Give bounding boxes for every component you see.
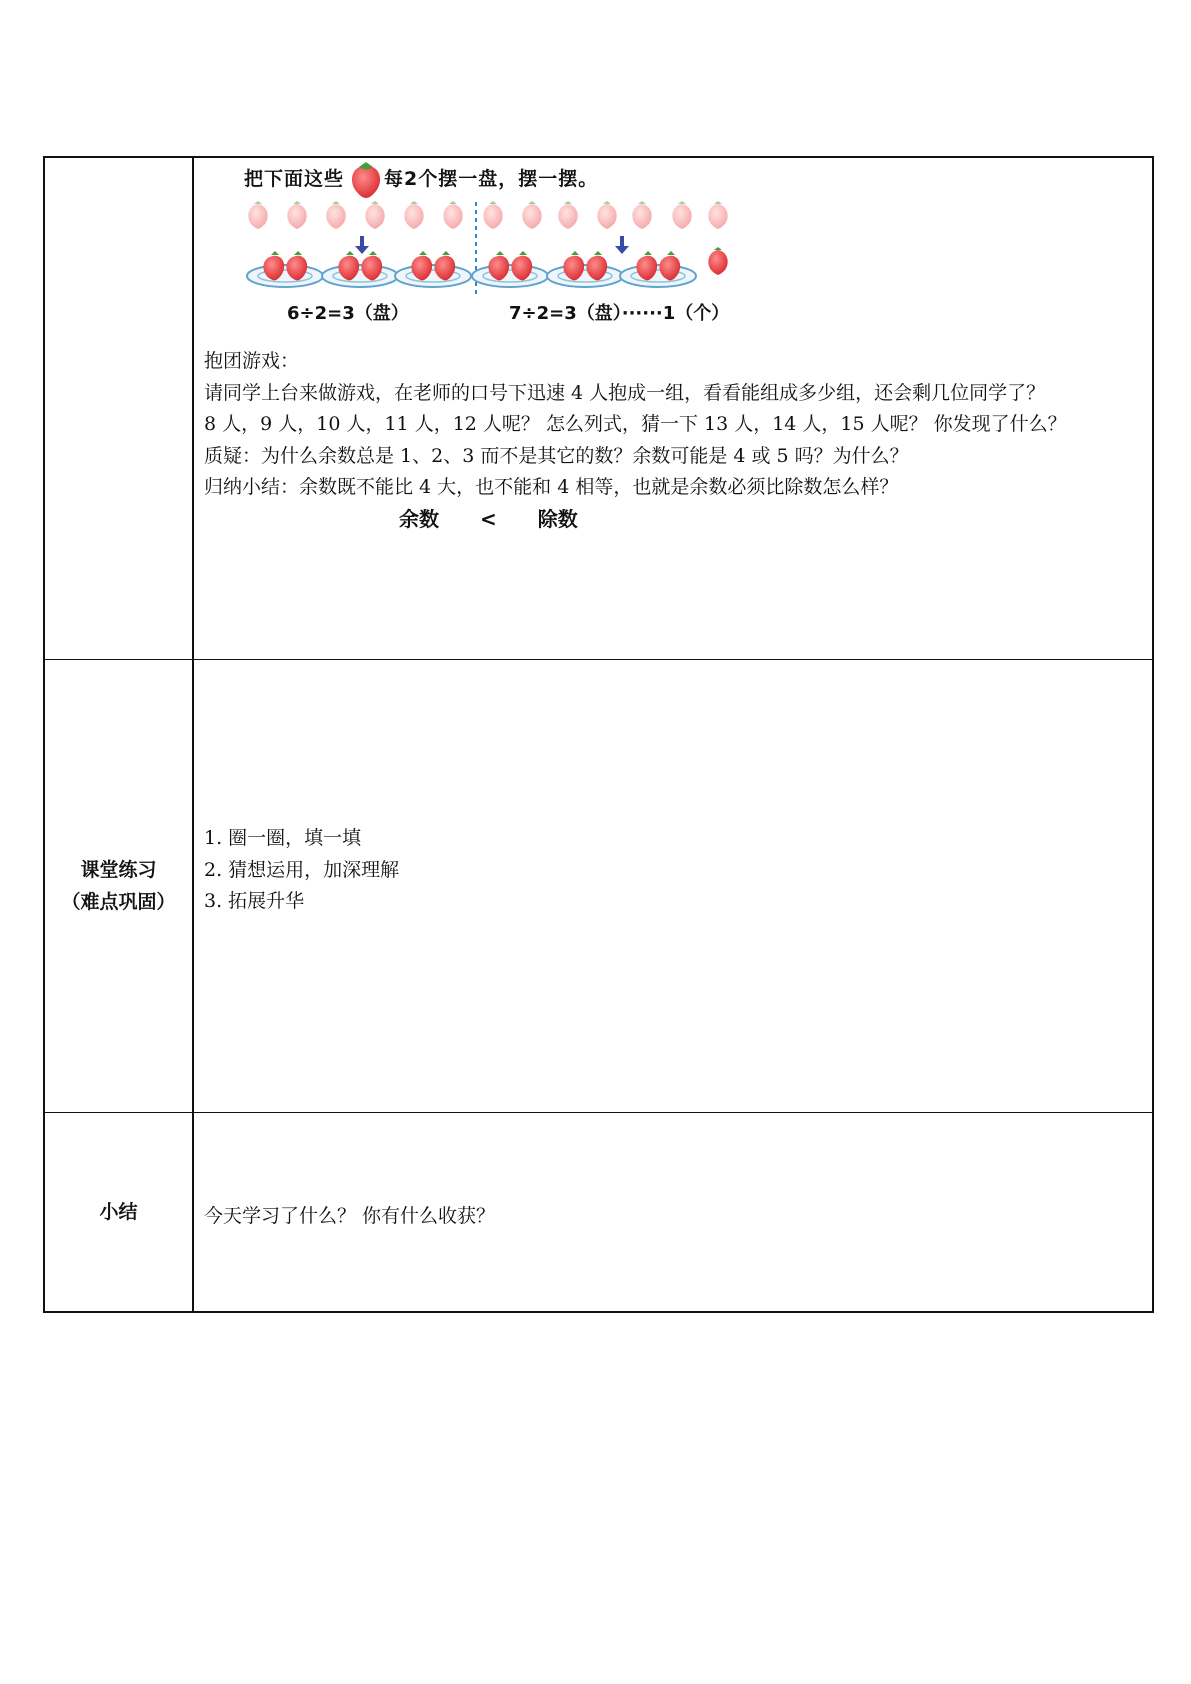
row-label-practice bbox=[45, 660, 194, 1112]
strawberry-illustration bbox=[232, 158, 752, 334]
game-title: 抱团游戏： bbox=[204, 350, 300, 372]
row-content-game bbox=[194, 158, 1152, 659]
compare-left: 余数 bbox=[399, 507, 439, 531]
plates-row bbox=[247, 247, 728, 287]
row-content-practice bbox=[194, 660, 1152, 1112]
row-practice bbox=[45, 659, 1152, 1112]
row-label-empty bbox=[45, 158, 194, 659]
game-line-3: 质疑：为什么余数总是 1、2、3 而不是其它的数？余数可能是 4 或 5 吗？为什么？ bbox=[204, 444, 909, 467]
comparison bbox=[399, 503, 578, 532]
list-item: 3. 拓展升华 bbox=[204, 890, 305, 912]
game-line-4: 归纳小结：余数既不能比 4 大，也不能和 4 相等，也就是余数必须比除数怎么样？ bbox=[204, 476, 899, 498]
less-than-sign: < bbox=[479, 507, 497, 531]
practice-list bbox=[204, 823, 399, 918]
label-practice-line2: （难点巩固） bbox=[61, 891, 176, 913]
game-line-2: 8 人，9 人，10 人，11 人，12 人呢？ 怎么列式，猜一下 13 人，14 人，15 人呢？ 你发现了什么？ bbox=[204, 413, 1067, 435]
row-summary bbox=[45, 1112, 1152, 1311]
pale-strawberries-row bbox=[248, 201, 727, 229]
list-item: 1. 圈一圈，填一填 bbox=[204, 827, 362, 849]
illustration-title-part1: 把下面这些 bbox=[244, 168, 345, 190]
strawberry-icon bbox=[352, 162, 380, 198]
list-item: 2. 猜想运用，加深理解 bbox=[204, 858, 400, 881]
row-label-summary: 小结 bbox=[45, 1113, 194, 1311]
formula-right: 7÷2=3（盘）······1（个） bbox=[509, 303, 730, 324]
illustration-title-part2: 每2个摆一盘，摆一摆。 bbox=[384, 168, 599, 190]
game-text bbox=[204, 346, 1144, 504]
lesson-table bbox=[43, 156, 1154, 1313]
row-content-summary bbox=[194, 1113, 1152, 1311]
row-game bbox=[45, 158, 1152, 659]
formula-left: 6÷2=3（盘） bbox=[287, 303, 409, 324]
summary-text: 今天学习了什么？ 你有什么收获？ bbox=[204, 1205, 496, 1227]
down-arrow-icon bbox=[355, 236, 629, 254]
game-line-1: 请同学上台来做游戏，在老师的口号下迅速 4 人抱成一组，看看能组成多少组，还会剩几位同学了？ bbox=[204, 381, 1046, 404]
label-practice-line1: 课堂练习 bbox=[80, 859, 157, 881]
compare-right: 除数 bbox=[537, 507, 578, 531]
